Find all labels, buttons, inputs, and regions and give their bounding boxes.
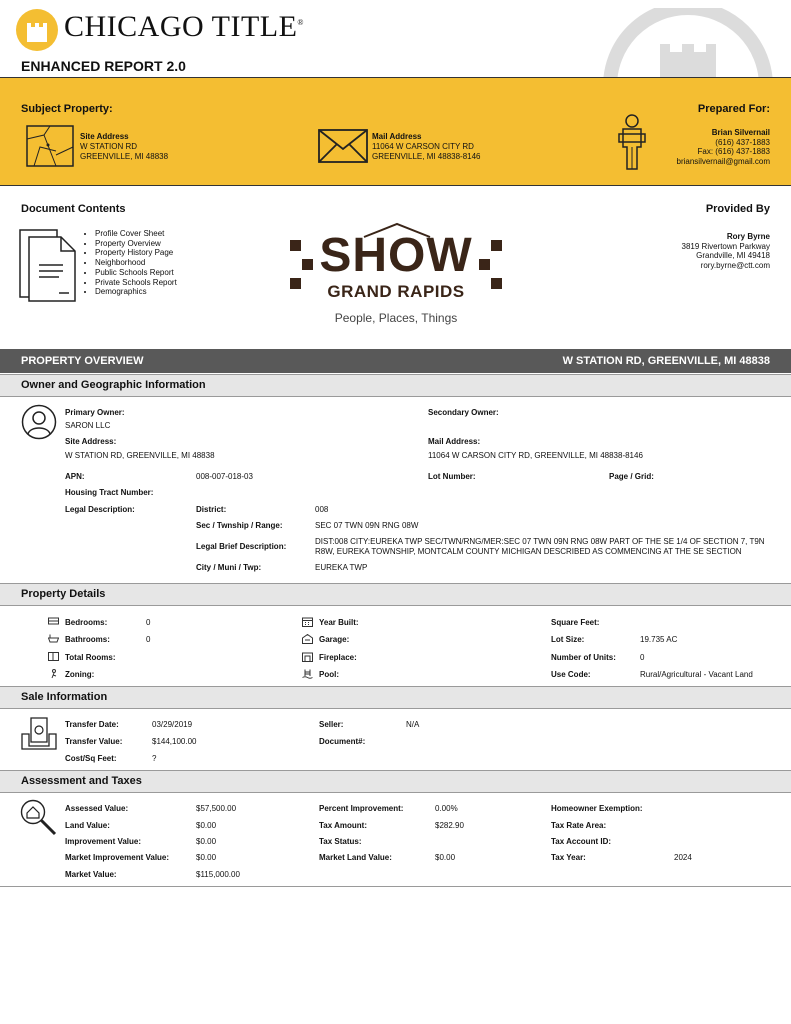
site-address-line1: W STATION RD (80, 142, 138, 151)
transfer-date-label: Transfer Date: (65, 720, 119, 729)
site-address-line2: GREENVILLE, MI 48838 (80, 152, 169, 161)
list-item: • Neighborhood (95, 258, 177, 268)
year-built-icon (302, 617, 313, 627)
fireplace-label: Fireplace: (319, 653, 357, 662)
primary-owner-label: Primary Owner: (65, 408, 125, 417)
mail-address-line1: 11064 W CARSON CITY RD (372, 142, 474, 151)
bedrooms-label: Bedrooms: (65, 618, 108, 627)
list-item: • Private Schools Report (95, 278, 177, 288)
mail-address-field-label: Mail Address: (428, 437, 481, 446)
mail-address-field-value: 11064 W CARSON CITY RD, GREENVILLE, MI 48838-8146 (428, 451, 643, 460)
subject-heading: Subject Property: (21, 103, 113, 115)
sec-twn-rng-value: SEC 07 TWN 09N RNG 08W (315, 521, 419, 530)
units-label: Number of Units: (551, 653, 616, 662)
owner-section-bar (0, 374, 791, 397)
logo-show-text: SHOW (319, 229, 473, 282)
brand-name: CHICAGO TITLE® (64, 10, 304, 43)
primary-owner-value: SARON LLC (65, 421, 111, 430)
homeowner-exemption-label: Homeowner Exemption: (551, 804, 643, 813)
tax-amount-value: $282.90 (435, 821, 464, 830)
document-icon (19, 229, 77, 303)
overview-title: PROPERTY OVERVIEW (21, 355, 144, 367)
transfer-value-value: $144,100.00 (152, 737, 197, 746)
provided-by-heading: Provided By (705, 203, 770, 215)
tax-account-label: Tax Account ID: (551, 837, 612, 846)
mail-icon (318, 129, 368, 163)
prepared-for-heading: Prepared For: (697, 103, 770, 115)
lot-number-label: Lot Number: (428, 472, 476, 481)
assessed-value-value: $57,500.00 (196, 804, 237, 813)
bottom-divider (0, 886, 791, 887)
apn-label: APN: (65, 472, 85, 481)
bath-icon (48, 634, 59, 643)
bedrooms-value: 0 (146, 618, 151, 627)
tax-status-label: Tax Status: (319, 837, 362, 846)
year-built-label: Year Built: (319, 618, 359, 627)
watermark-icon (598, 8, 778, 78)
pool-icon (302, 669, 313, 679)
lot-size-value: 19.735 AC (640, 635, 678, 644)
site-address-label: Site Address (80, 132, 129, 141)
brand-logo-icon (15, 8, 59, 52)
tax-year-label: Tax Year: (551, 853, 586, 862)
land-value-value: $0.00 (196, 821, 217, 830)
list-item: • Property Overview (95, 239, 177, 249)
market-value-label: Market Value: (65, 870, 117, 879)
assessed-value-label: Assessed Value: (65, 804, 129, 813)
provided-by-address2: Grandville, MI 49418 (696, 251, 770, 260)
market-value-value: $115,000.00 (196, 870, 240, 879)
prepared-for-phone: (616) 437-1883 (715, 138, 770, 147)
garage-label: Garage: (319, 635, 350, 644)
market-land-label: Market Land Value: (319, 853, 392, 862)
improvement-value-label: Improvement Value: (65, 837, 142, 846)
logo-city-text: GRAND RAPIDS (327, 282, 465, 301)
percent-improvement-label: Percent Improvement: (319, 804, 404, 813)
bed-icon (48, 617, 59, 626)
tax-year-value: 2024 (674, 853, 692, 862)
bathrooms-value: 0 (146, 635, 151, 644)
seller-value: N/A (406, 720, 420, 729)
pool-label: Pool: (319, 670, 339, 679)
apn-value: 008-007-018-03 (196, 472, 253, 481)
prepared-for-email[interactable]: briansilvernail@gmail.com (676, 157, 770, 166)
cost-sqft-label: Cost/Sq Feet: (65, 754, 117, 763)
provided-by-email[interactable]: rory.byrne@ctt.com (700, 261, 770, 270)
legal-brief-line2: R8W, EUREKA TOWNSHIP, MONTCALM COUNTY MICHIGAN DESCRIBED AS COMMENCING AT THE SE SECTION (315, 547, 742, 556)
square-feet-label: Square Feet: (551, 618, 600, 627)
housing-tract-label: Housing Tract Number: (65, 488, 154, 497)
sale-section-heading: Sale Information (21, 691, 108, 703)
seller-label: Seller: (319, 720, 344, 729)
show-logo (290, 222, 502, 332)
person-icon (617, 113, 647, 171)
prepared-for-name: Brian Silvernail (711, 128, 770, 137)
contents-heading: Document Contents (21, 203, 126, 215)
city-muni-label: City / Muni / Twp: (196, 563, 262, 572)
market-improvement-label: Market Improvement Value: (65, 853, 170, 862)
improvement-value-value: $0.00 (196, 837, 217, 846)
legal-brief-label: Legal Brief Description: (196, 542, 287, 551)
site-address-field-value: W STATION RD, GREENVILLE, MI 48838 (65, 451, 215, 460)
total-rooms-label: Total Rooms: (65, 653, 116, 662)
percent-improvement-value: 0.00% (435, 804, 458, 813)
city-muni-value: EUREKA TWP (315, 563, 368, 572)
contents-list (82, 229, 177, 297)
prepared-for-fax: Fax: (616) 437-1883 (697, 147, 770, 156)
district-value: 008 (315, 505, 329, 514)
page-grid-label: Page / Grid: (609, 472, 654, 481)
cost-sqft-value: ? (152, 754, 157, 763)
garage-icon (302, 634, 313, 644)
market-land-value: $0.00 (435, 853, 456, 862)
site-address-field-label: Site Address: (65, 437, 117, 446)
secondary-owner-label: Secondary Owner: (428, 408, 499, 417)
mail-address-label: Mail Address (372, 132, 422, 141)
zoning-label: Zoning: (65, 670, 95, 679)
owner-section-heading: Owner and Geographic Information (21, 379, 206, 391)
map-icon (26, 125, 74, 167)
tax-amount-label: Tax Amount: (319, 821, 367, 830)
mail-address-line2: GREENVILLE, MI 48838-8146 (372, 152, 481, 161)
district-label: District: (196, 505, 227, 514)
overview-address: W STATION RD, GREENVILLE, MI 48838 (562, 355, 770, 367)
sec-twn-rng-label: Sec / Twnship / Range: (196, 521, 283, 530)
document-number-label: Document#: (319, 737, 366, 746)
bathrooms-label: Bathrooms: (65, 635, 110, 644)
logo-blocks-left (290, 240, 313, 289)
land-value-label: Land Value: (65, 821, 110, 830)
assessment-section-heading: Assessment and Taxes (21, 775, 142, 787)
transfer-value-label: Transfer Value: (65, 737, 123, 746)
tax-rate-area-label: Tax Rate Area: (551, 821, 607, 830)
sale-document-icon (21, 716, 57, 750)
sale-section-bar (0, 686, 791, 709)
list-item: • Demographics (95, 287, 177, 297)
list-item: • Profile Cover Sheet (95, 229, 177, 239)
logo-tagline: People, Places, Things (334, 311, 458, 325)
list-item: • Property History Page (95, 248, 177, 258)
owner-icon (21, 404, 57, 440)
assessment-section-bar (0, 770, 791, 793)
units-value: 0 (640, 653, 645, 662)
fireplace-icon (302, 652, 313, 662)
use-code-label: Use Code: (551, 670, 591, 679)
use-code-value: Rural/Agricultural - Vacant Land (640, 670, 753, 679)
details-section-heading: Property Details (21, 588, 106, 600)
list-item: • Public Schools Report (95, 268, 177, 278)
logo-blocks-right (479, 240, 502, 289)
provided-by-address1: 3819 Rivertown Parkway (681, 242, 770, 251)
rooms-icon (48, 652, 59, 661)
details-section-bar (0, 583, 791, 606)
report-title: ENHANCED REPORT 2.0 (21, 58, 186, 74)
legal-brief-line1: DIST:008 CITY:EUREKA TWP SEC/TWN/RNG/MER:SEC 07 TWN 09N RNG 08W PART OF THE SE 1/4 OF SECTION 7, T9N (315, 537, 765, 546)
house-search-icon (20, 799, 58, 837)
provided-by-name: Rory Byrne (726, 232, 770, 241)
zoning-icon (48, 669, 59, 679)
transfer-date-value: 03/29/2019 (152, 720, 193, 729)
legal-description-label: Legal Description: (65, 505, 135, 514)
overview-bar (0, 349, 791, 373)
market-improvement-value: $0.00 (196, 853, 217, 862)
lot-size-label: Lot Size: (551, 635, 585, 644)
